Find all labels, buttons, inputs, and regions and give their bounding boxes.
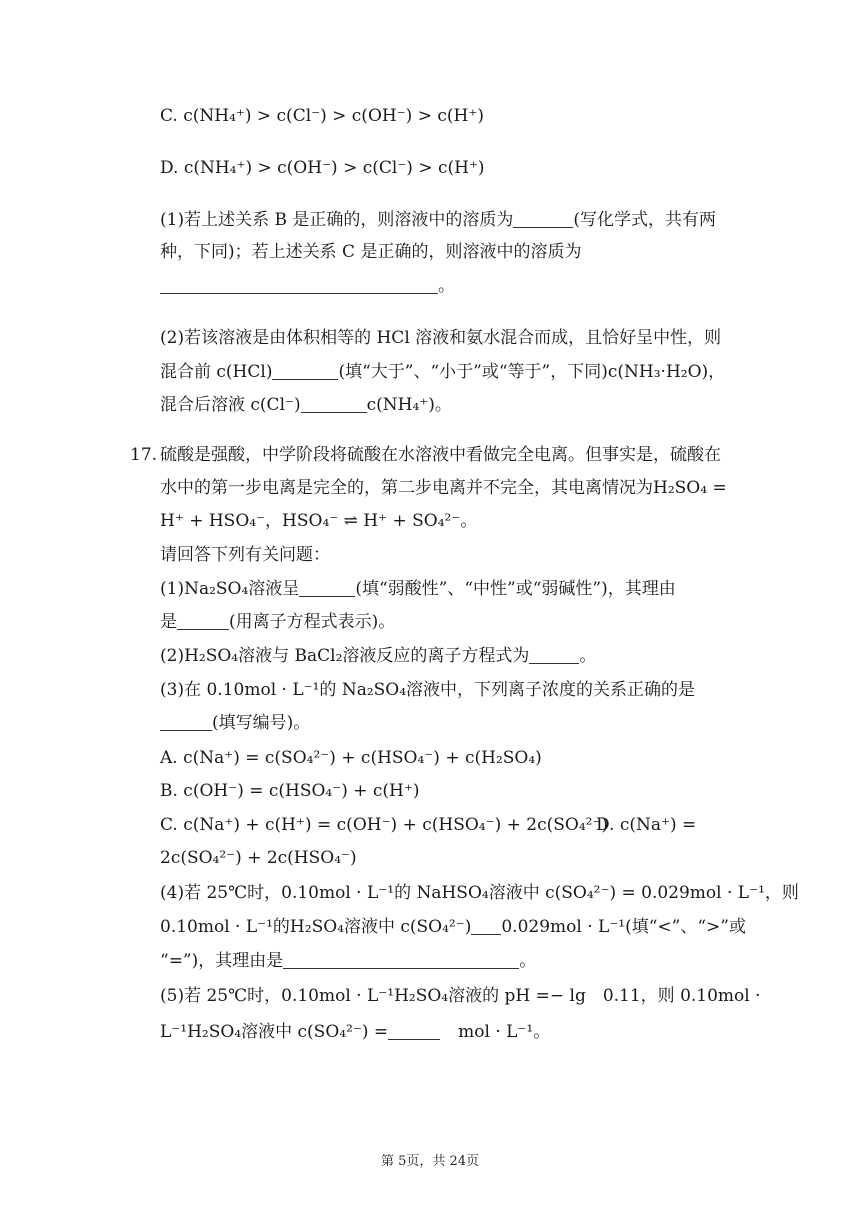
q17-prompt: 请回答下列有关问题： — [160, 545, 330, 565]
q17-part2 — [160, 644, 596, 668]
text: (填“大于”、“小于”或“等于”，下同)c(NH₃·H₂O)， — [338, 362, 726, 382]
q16-part1-line1 — [160, 208, 716, 232]
answer-blank[interactable] — [160, 275, 438, 294]
q17-intro-line1: 硫酸是强酸，中学阶段将硫酸在水溶液中看做完全电离。但事实是，硫酸在 — [160, 445, 721, 465]
text: c(NH₄⁺)。 — [366, 395, 452, 415]
option-b: B. c(OH⁻) = c(HSO₄⁻) + c(H⁺) — [160, 781, 420, 801]
page-footer: 第 5页，共 24页 — [380, 1154, 480, 1169]
text: L⁻¹H₂SO₄溶液中 c(SO₄²⁻) = — [160, 1022, 389, 1042]
text: 混合前 c(HCl) — [160, 362, 273, 382]
text: 。 — [519, 951, 537, 971]
q17-intro-line3: H⁺ + HSO₄⁻，HSO₄⁻ ⇌ H⁺ + SO₄²⁻。 — [160, 511, 478, 531]
option-d-continued: 2c(SO₄²⁻) + 2c(HSO₄⁻) — [160, 848, 357, 868]
answer-blank[interactable] — [301, 394, 367, 413]
q16-part1-line3 — [160, 274, 455, 298]
text: 0.10mol · L⁻¹的H₂SO₄溶液中 c(SO₄²⁻) — [160, 917, 472, 937]
question-number: 17. — [130, 445, 158, 465]
option-c: C. c(Na⁺) + c(H⁺) = c(OH⁻) + c(HSO₄⁻) + 2c(SO₄²⁻) — [160, 815, 609, 835]
q16-part2-line3 — [160, 393, 452, 417]
q16-part2-line1: (2)若该溶液是由体积相等的 HCl 溶液和氨水混合而成，且恰好呈中性，则 — [160, 328, 722, 348]
q17-part3-line1: (3)在 0.10mol · L⁻¹的 Na₂SO₄溶液中，下列离子浓度的关系正确的是 — [160, 680, 696, 700]
option-c: C. c(NH₄⁺) > c(Cl⁻) > c(OH⁻) > c(H⁺) — [160, 106, 484, 126]
text: (填“弱酸性”、“中性”或“弱碱性”)，其理由 — [355, 579, 676, 599]
q17-part5-line1: (5)若 25℃时，0.10mol · L⁻¹H₂SO₄溶液的 pH =− lg 0.11，则 0.10mol · — [160, 986, 761, 1006]
text: (1)若上述关系 B 是正确的，则溶液中的溶质为 — [160, 210, 514, 230]
text: (写化学式，共有两 — [573, 210, 717, 230]
q17-part1-line2 — [160, 610, 395, 634]
answer-blank[interactable] — [299, 578, 355, 597]
answer-blank[interactable] — [283, 950, 519, 969]
q17-part5-line2 — [160, 1020, 550, 1044]
text: 。 — [579, 646, 597, 666]
answer-blank[interactable] — [529, 645, 579, 664]
text: mol · L⁻¹。 — [458, 1022, 551, 1042]
answer-blank[interactable] — [513, 209, 573, 228]
option-a: A. c(Na⁺) = c(SO₄²⁻) + c(HSO₄⁻) + c(H₂SO₄) — [160, 748, 542, 768]
text: 0.029mol · L⁻¹(填“<”、“>”或 — [501, 917, 746, 937]
text: (1)Na₂SO₄溶液呈 — [160, 579, 300, 599]
option-d: D. c(NH₄⁺) > c(OH⁻) > c(Cl⁻) > c(H⁺) — [160, 158, 485, 178]
text: 混合后溶液 c(Cl⁻) — [160, 395, 301, 415]
text: (2)H₂SO₄溶液与 BaCl₂溶液反应的离子方程式为 — [160, 646, 530, 666]
q16-part2-line2 — [160, 360, 725, 384]
q17-part4-line3 — [160, 949, 536, 973]
q17-part1-line1 — [160, 577, 676, 601]
text: “=”)，其理由是 — [160, 951, 284, 971]
q17-intro-line2: 水中的第一步电离是完全的，第二步电离并不完全，其电离情况为H₂SO₄ = — [160, 478, 727, 498]
text: 。 — [438, 276, 455, 296]
q17-part4-line1: (4)若 25℃时，0.10mol · L⁻¹的 NaHSO₄溶液中 c(SO₄²⁻) = 0.029mol · L⁻¹，则 — [160, 883, 799, 903]
answer-blank[interactable] — [471, 916, 501, 935]
text: (用离子方程式表示)。 — [229, 612, 396, 632]
answer-blank[interactable] — [388, 1021, 440, 1040]
answer-blank[interactable] — [272, 361, 338, 380]
answer-blank[interactable] — [160, 712, 212, 731]
q17-part4-line2 — [160, 915, 746, 939]
option-d: D. c(Na⁺) = — [596, 815, 697, 835]
text: (填写编号)。 — [212, 713, 311, 733]
text: 是 — [160, 612, 177, 632]
q17-part3-line2 — [160, 711, 310, 735]
q16-part1-line2: 种，下同)；若上述关系 C 是正确的，则溶液中的溶质为 — [160, 242, 582, 262]
answer-blank[interactable] — [177, 611, 229, 630]
